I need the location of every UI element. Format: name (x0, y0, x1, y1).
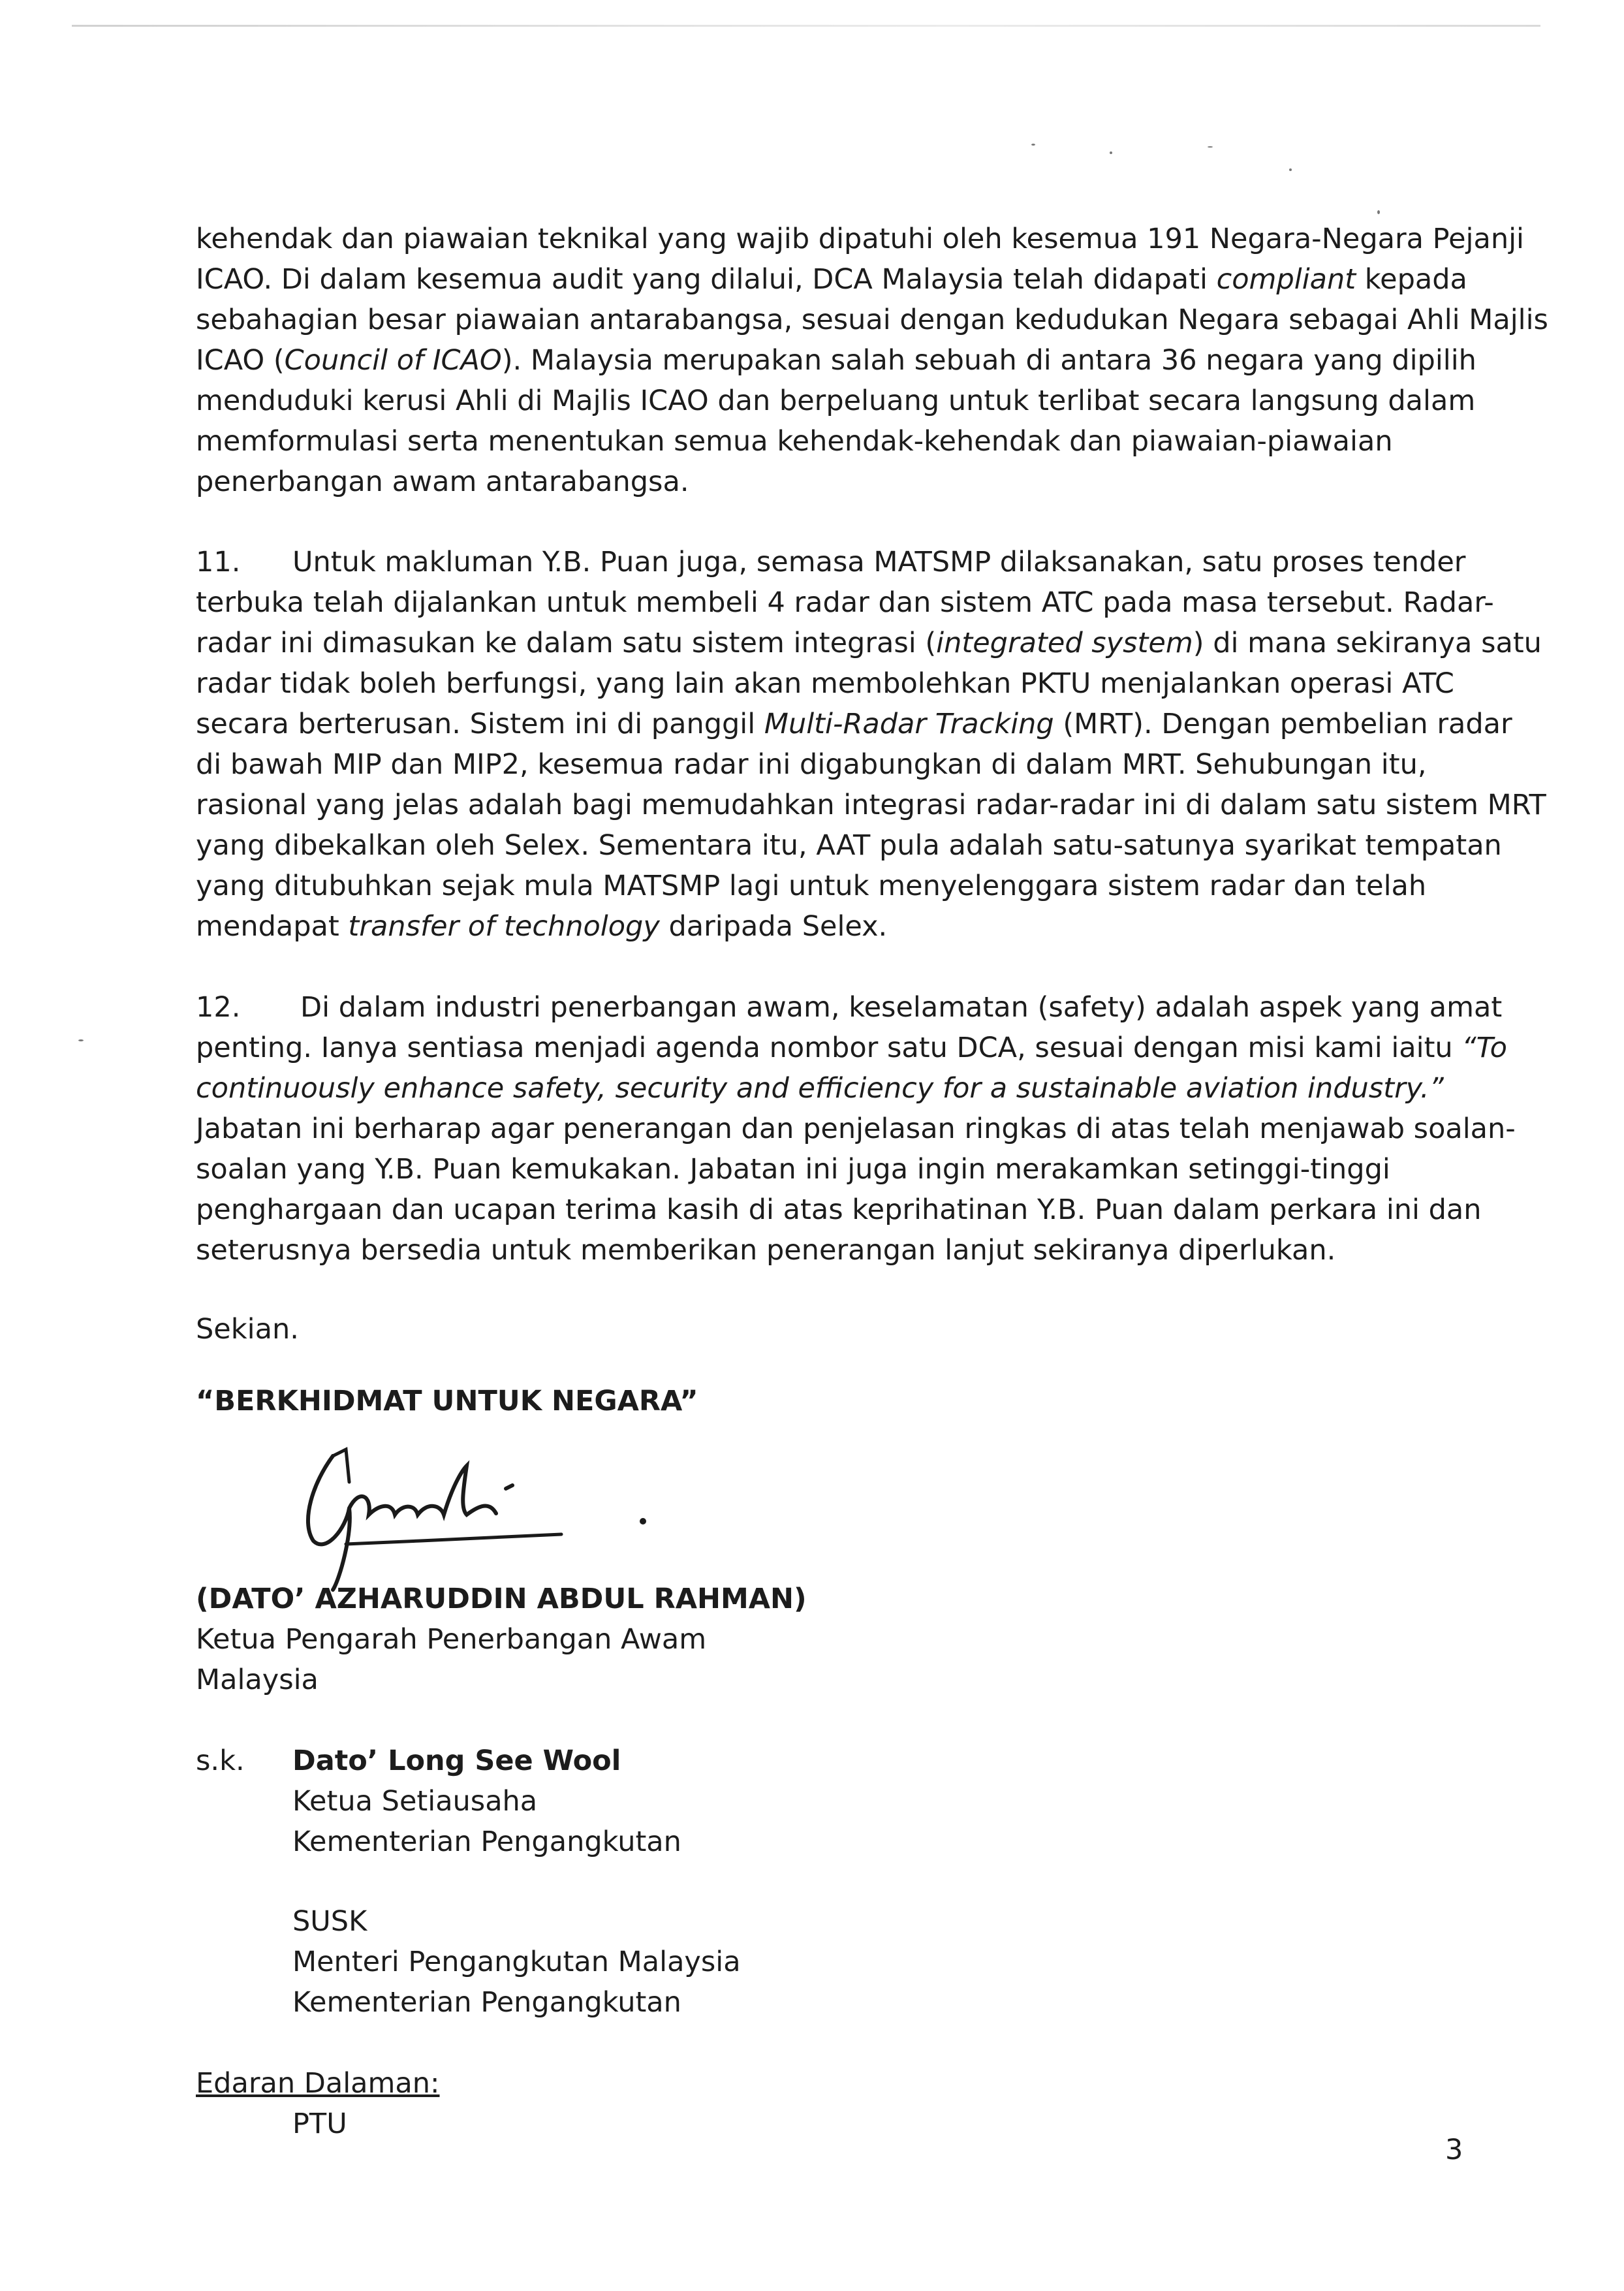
text-line: seterusnya bersedia untuk memberikan penerangan lanjut sekiranya diperlukan. (196, 1234, 1336, 1267)
scan-speck (1110, 151, 1112, 154)
closing-text: Sekian. (196, 1313, 299, 1346)
signatory-name: (DATO’ AZHARUDDIN ABDUL RAHMAN) (196, 1583, 807, 1615)
text-line: mendapat transfer of technology daripada Selex. (196, 910, 888, 943)
scan-speck (1377, 210, 1380, 214)
text-line: kehendak dan piawaian teknikal yang wajib dipatuhi oleh kesemua 191 Negara-Negara Pejanji (196, 223, 1524, 255)
text-line: memformulasi serta menentukan semua kehendak-kehendak dan piawaian-piawaian (196, 425, 1393, 458)
text-line: continuously enhance safety, security and efficiency for a sustainable aviation industry.” (196, 1072, 1444, 1105)
scan-speck (78, 1039, 84, 1041)
text-line: penerbangan awam antarabangsa. (196, 466, 689, 498)
scan-speck (1289, 168, 1292, 171)
text-line: ICAO (Council of ICAO). Malaysia merupakan salah sebuah di antara 36 negara yang dipilih (196, 344, 1476, 377)
cc-recipient2-position: Menteri Pengangkutan Malaysia (292, 1946, 741, 1978)
cc-recipient1-office: Kementerian Pengangkutan (292, 1825, 681, 1858)
text-line: radar tidak boleh berfungsi, yang lain akan membolehkan PKTU menjalankan operasi ATC (196, 667, 1454, 700)
motto: “BERKHIDMAT UNTUK NEGARA” (196, 1385, 698, 1417)
text-line: yang dibekalkan oleh Selex. Sementara itu, AAT pula adalah satu-satunya syarikat tempatan (196, 829, 1502, 862)
text-line: ICAO. Di dalam kesemua audit yang dilalui, DCA Malaysia telah didapati compliant kepada (196, 263, 1467, 296)
text-line: di bawah MIP dan MIP2, kesemua radar ini digabungkan di dalam MRT. Sehubungan itu, (196, 748, 1427, 781)
text-line: sebahagian besar piawaian antarabangsa, sesuai dengan kedudukan Negara sebagai Ahli Majlis (196, 304, 1548, 336)
cc-recipient1-position: Ketua Setiausaha (292, 1785, 538, 1818)
paragraph-number: 11. (196, 546, 241, 578)
cc-recipient2-office: Kementerian Pengangkutan (292, 1986, 681, 2019)
page-number: 3 (1445, 2134, 1463, 2166)
text-line: penghargaan dan ucapan terima kasih di atas keprihatinan Y.B. Puan dalam perkara ini dan (196, 1193, 1482, 1226)
cc-recipient2-abbr: SUSK (292, 1905, 367, 1938)
text-line: soalan yang Y.B. Puan kemukakan. Jabatan ini juga ingin merakamkan setinggi-tinggi (196, 1153, 1390, 1186)
handwritten-signature (287, 1443, 692, 1593)
cc-label: s.k. (196, 1745, 245, 1777)
signatory-country: Malaysia (196, 1664, 319, 1696)
text-line: Di dalam industri penerbangan awam, keselamatan (safety) adalah aspek yang amat (300, 991, 1503, 1024)
paragraph-number: 12. (196, 991, 241, 1024)
cc-recipient1-name: Dato’ Long See Wool (292, 1745, 621, 1777)
text-line: yang ditubuhkan sejak mula MATSMP lagi untuk menyelenggara sistem radar dan telah (196, 870, 1427, 902)
scan-edge-line (72, 25, 1540, 27)
internal-circulation-item: PTU (292, 2108, 347, 2140)
text-line: menduduki kerusi Ahli di Majlis ICAO dan berpeluang untuk terlibat secara langsung dalam (196, 385, 1476, 417)
signatory-title: Ketua Pengarah Penerbangan Awam (196, 1623, 707, 1656)
text-line: Untuk makluman Y.B. Puan juga, semasa MATSMP dilaksanakan, satu proses tender (292, 546, 1466, 578)
scan-speck (1208, 146, 1213, 148)
text-line: rasional yang jelas adalah bagi memudahkan integrasi radar-radar ini di dalam satu sistem MRT (196, 789, 1546, 821)
text-line: secara berterusan. Sistem ini di panggil Multi-Radar Tracking (MRT). Dengan pembelian radar (196, 708, 1512, 740)
text-line: radar ini dimasukan ke dalam satu sistem integrasi (integrated system) di mana sekiranya satu (196, 627, 1542, 659)
text-line: Jabatan ini berharap agar penerangan dan penjelasan ringkas di atas telah menjawab soalan- (196, 1113, 1516, 1145)
internal-circulation-label: Edaran Dalaman: (196, 2067, 440, 2100)
text-line: penting. Ianya sentiasa menjadi agenda nombor satu DCA, sesuai dengan misi kami iaitu “To (196, 1032, 1507, 1064)
scan-speck (1031, 144, 1035, 146)
text-line: terbuka telah dijalankan untuk membeli 4 radar dan sistem ATC pada masa tersebut. Radar- (196, 586, 1494, 619)
